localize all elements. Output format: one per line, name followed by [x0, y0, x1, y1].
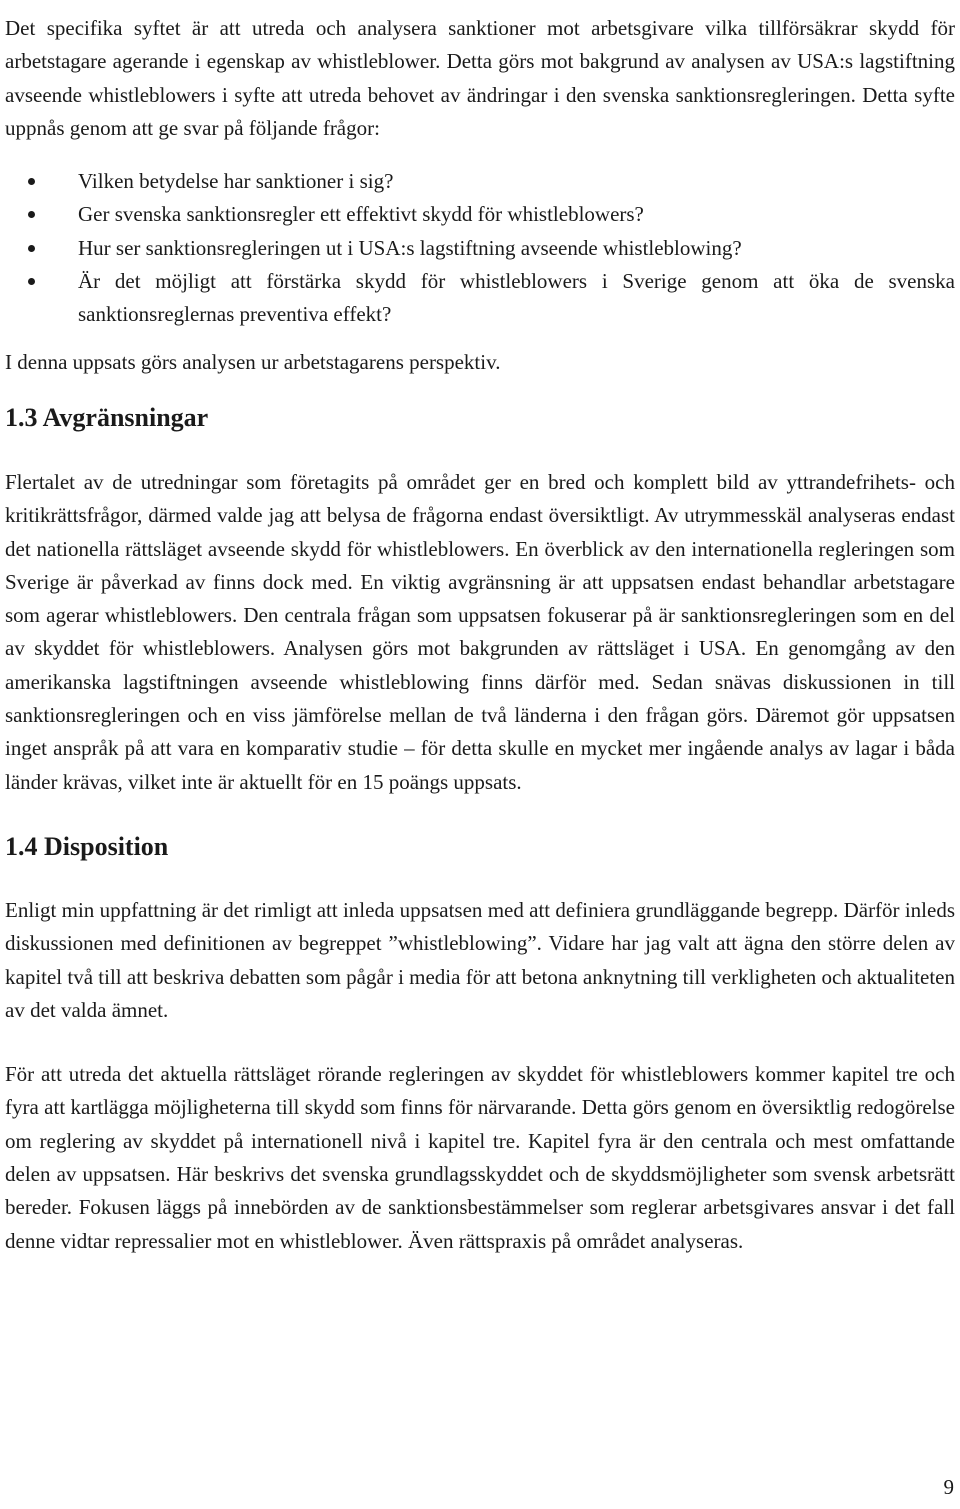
list-item	[5, 165, 955, 198]
bullet-icon	[28, 211, 35, 218]
bullet-icon	[28, 178, 35, 185]
intro-paragraph: Det specifika syftet är att utreda och analysera sanktioner mot arbetsgivare vilka tillförsäkrar skydd för arbetstagare agerande i egenskap av whistleblower. Detta görs mot bakgrund av analysen av USA:s lagstiftning avseende whistleblowers i syfte att utreda behovet av ändringar i den svenska sanktionsregleringen. Detta syfte uppnås genom att ge svar på följande frågor:	[5, 16, 955, 140]
disposition-paragraph-2: För att utreda det aktuella rättsläget rörande regleringen av skyddet för whistleblowers kommer kapitel tre och fyra att kartlägga möjligheterna till skydd som finns för närvarande. Detta görs genom en översiktlig redogörelse om reglering av skyddet på internationell nivå i kapitel tre. Kapitel fyra är den centrala och mest omfattande delen av uppsatsen. Här beskrivs det svenska grundlagsskyddet och de skyddsmöjligheter som svensk arbetsrätt bereder. Fokusen läggs på innebörden av de sanktionsbestämmelser som reglerar arbetsgivares ansvar i det fall denne vidtar repressalier mot en whistleblower. Även rättspraxis på området analyseras.	[5, 1062, 955, 1253]
bullet-icon	[28, 278, 35, 285]
list-item	[5, 265, 955, 332]
section-heading-avgransningar: 1.3 Avgränsningar	[5, 402, 209, 432]
question-text: Vilken betydelse har sanktioner i sig?	[78, 169, 394, 194]
avgransningar-paragraph: Flertalet av de utredningar som företagits på området ger en bred och komplett bild av yttrandefrihets- och kritikrättsfrågor, därmed valde jag att belysa de frågorna endast översiktligt. Av utrymmesskäl analyseras endast det nationella rättsläget avseende skydd för whistleblowers. En överblick av den internationella regleringen som Sverige är påverkad av finns dock med. En viktig avgränsning är att uppsatsen endast behandlar arbetstagare som agerar whistleblowers. Den centrala frågan som uppsatsen fokuserar på är sanktionsregleringen som en del av skyddet för whistleblowers. Analysen görs mot bakgrunden av rättsläget i USA. En genomgång av den amerikanska lagstiftningen avseende whistleblowing finns därför med. Sedan snävas diskussionen in till sanktionsregleringen och en viss jämförelse mellan de två länderna i den frågan görs. Däremot gör uppsatsen inget anspråk på att vara en komparativ studie – för detta skulle en mycket mer ingående analys av lagar i båda länder krävas, vilket inte är aktuellt för en 15 poängs uppsats.	[5, 469, 955, 794]
list-item	[5, 232, 955, 265]
question-text: Är det möjligt att förstärka skydd för whistleblowers i Sverige genom att öka de svenska sanktionsreglernas preventiva effekt?	[78, 269, 955, 327]
page-number: 9	[943, 1475, 954, 1499]
research-questions-list	[5, 165, 955, 331]
section-heading-disposition: 1.4 Disposition	[5, 831, 169, 861]
list-item	[5, 198, 955, 231]
bullet-icon	[28, 245, 35, 252]
question-text: Ger svenska sanktionsregler ett effektivt skydd för whistleblowers?	[78, 202, 644, 227]
document-page	[5, 0, 955, 1258]
question-text: Hur ser sanktionsregleringen ut i USA:s lagstiftning avseende whistleblowing?	[78, 235, 742, 260]
perspective-paragraph: I denna uppsats görs analysen ur arbetstagarens perspektiv.	[5, 349, 501, 374]
disposition-paragraph-1: Enligt min uppfattning är det rimligt att inleda uppsatsen med att definiera grundläggande begrepp. Därför inleds diskussionen med definitionen av begreppet ”whistleblowing”. Vidare har jag valt att ägna den större delen av kapitel två till att beskriva debatten som pågår i media för att betona anknytning till verkligheten och aktualiteten av det valda ämnet.	[5, 897, 955, 1022]
